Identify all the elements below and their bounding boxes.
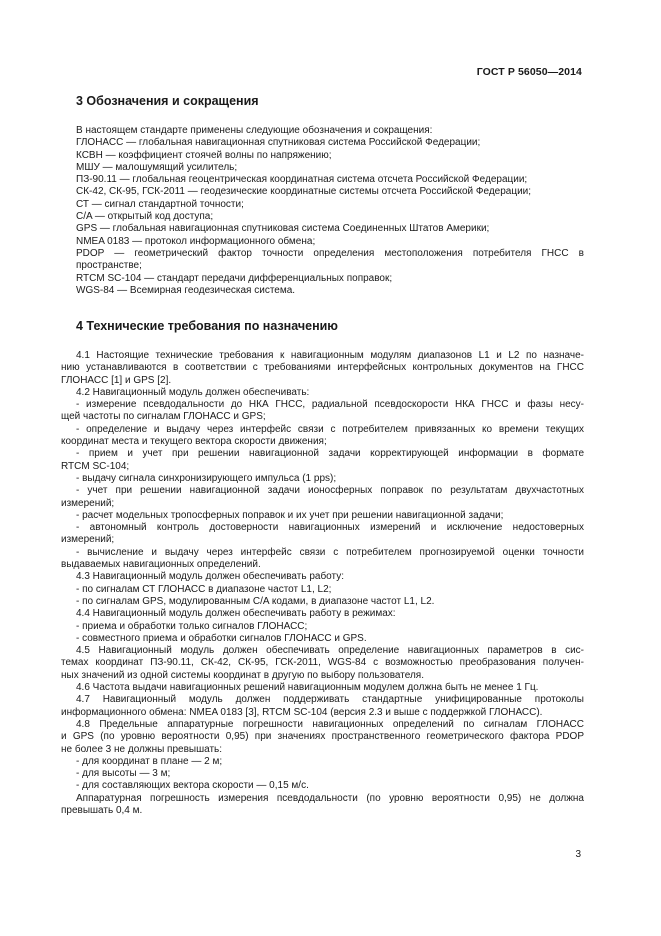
s3-line-ksvn: КСВН — коэффициент стоячей волны по напряжению;: [76, 149, 332, 161]
section-4-body: [61, 350, 584, 817]
s3-line-ca: C/A — открытый код доступа;: [76, 211, 214, 223]
s4-line: и GPS (по уровню вероятности 0,95) при значениях пространственного геометрического фактора PDOP: [61, 731, 584, 743]
s3-line-wgs84: WGS-84 — Всемирная геодезическая система.: [76, 284, 296, 296]
s4-line: - для координат в плане — 2 м;: [76, 755, 223, 767]
s4-line: 4.1 Настоящие технические требования к навигационным модулям диапазонов L1 и L2 по назначе-: [76, 350, 584, 361]
s4-line: 4.3 Навигационный модуль должен обеспечивать работу:: [76, 571, 344, 583]
s4-line: измерений;: [61, 497, 115, 509]
s4-line: - учет при решении навигационной задачи ионосферных поправок по результатам двухчастотных: [76, 485, 584, 497]
s3-line-intro: В настоящем стандарте применены следующие обозначения и сокращения:: [76, 125, 433, 136]
s4-line: 4.6 Частота выдачи навигационных решений навигационным модулем должна быть не менее 1 Гц.: [76, 682, 539, 694]
s4-line: Аппаратурная погрешность измерения псевдодальности (по уровню вероятности 0,95) не должна: [76, 792, 584, 804]
s3-line-glonass: ГЛОНАСС — глобальная навигационная спутниковая система Российской Федерации;: [76, 137, 481, 149]
section-4-title: 4 Технические требования по назначению: [76, 319, 338, 333]
s3-line-pdop: PDOP — геометрический фактор точности определения местоположения потребителя ГНСС в: [76, 247, 584, 259]
s4-line: измерений;: [61, 534, 115, 546]
s4-line: 4.4 Навигационный модуль должен обеспечивать работу в режимах:: [76, 608, 396, 620]
s4-line: координат места и текущего вектора скорости движения;: [61, 436, 327, 448]
s4-line: 4.8 Предельные аппаратурные погрешности навигационных определений по сигналам ГЛОНАСС: [76, 718, 584, 730]
s3-line-pdop-cont: пространстве;: [76, 260, 142, 272]
s3-line-nmea: NMEA 0183 — протокол информационного обмена;: [76, 235, 316, 247]
s4-line: - по сигналам СТ ГЛОНАСС в диапазоне частот L1, L2;: [76, 583, 332, 595]
section-3-body: [76, 125, 584, 297]
s4-line: - выдачу сигнала синхронизирующего импульса (1 pps);: [76, 472, 337, 484]
s3-line-sk42: СК-42, СК-95, ГСК-2011 — геодезические координатные системы отсчета Российской Федерации;: [76, 186, 532, 198]
s4-line: - автономный контроль достоверности навигационных измерений и исключение недостоверных: [76, 522, 584, 534]
s4-line: - совместного приема и обработки сигналов ГЛОНАСС и GPS.: [76, 632, 367, 644]
s4-line: - по сигналам GPS, модулированным C/A кодами, в диапазоне частот L1, L2.: [76, 595, 435, 607]
s3-line-gps: GPS — глобальная навигационная спутниковая система Соединенных Штатов Америки;: [76, 223, 490, 235]
page-number: 3: [575, 849, 581, 860]
s4-line: - определение и выдачу через интерфейс связи с потребителем привязанных ко времени текущих: [76, 423, 584, 435]
s4-line: - для составляющих вектора скорости — 0,15 м/с.: [76, 780, 309, 792]
s4-line: - измерение псевдодальности до НКА ГНСС, радиальной псевдоскорости НКА ГНСС и фазы несу-: [76, 399, 584, 411]
s4-line: не более 3 не должны превышать:: [61, 743, 223, 755]
section-3-title: 3 Обозначения и сокращения: [76, 94, 259, 108]
s4-line: щей частоты по сигналам ГЛОНАСС и GPS;: [61, 411, 266, 423]
s3-line-mshu: МШУ — малошумящий усилитель;: [76, 161, 238, 173]
s3-line-pz90: ПЗ-90.11 — глобальная геоцентрическая координатная система отсчета Российской Федерации;: [76, 174, 528, 186]
s4-line: - для высоты — 3 м;: [76, 768, 171, 780]
s4-line: выдаваемых навигационных определений.: [61, 559, 261, 571]
s4-line: RTCM SC-104;: [61, 460, 130, 472]
s4-line: 4.5 Навигационный модуль должен обеспечивать определение навигационных параметров в сис-: [76, 645, 584, 657]
s3-line-st: СТ — сигнал стандартной точности;: [76, 198, 244, 210]
standard-code: ГОСТ Р 56050—2014: [476, 66, 582, 78]
s4-line: информационного обмена: NMEA 0183 [3], RTCM SC-104 (версия 2.3 и выше с поддержкой ГЛОНАСС).: [61, 706, 543, 718]
s4-line: ГЛОНАСС [1] и GPS [2].: [61, 374, 172, 386]
s4-line: темах координат ПЗ-90.11, СК-42, СК-95, ГСК-2011, WGS-84 с возможностью преобразования получен-: [61, 657, 584, 669]
s3-line-rtcm: RTCM SC-104 — стандарт передачи дифференциальных поправок;: [76, 272, 393, 284]
s4-line: - прием и учет при решении навигационной задачи корректирующей информации в формате: [76, 448, 584, 460]
s4-line: 4.2 Навигационный модуль должен обеспечивать:: [76, 386, 310, 398]
s4-line: - вычисление и выдачу через интерфейс связи с потребителем прогнозируемой оценки точности: [76, 546, 584, 558]
s4-line: нию устанавливаются в соответствии с требованиями интерфейсных контрольных документов на ГНСС: [61, 362, 584, 374]
s4-line: ных значений из одной системы координат в другую по выбору пользователя.: [61, 669, 424, 681]
s4-line: 4.7 Навигационный модуль должен поддерживать стандартные унифицированные протоколы: [76, 694, 584, 706]
s4-line: - расчет модельных тропосферных поправок и их учет при решении навигационной задачи;: [76, 509, 504, 521]
s4-line: превышать 0,4 м.: [61, 804, 143, 816]
s4-line: - приема и обработки только сигналов ГЛОНАСС;: [76, 620, 308, 632]
